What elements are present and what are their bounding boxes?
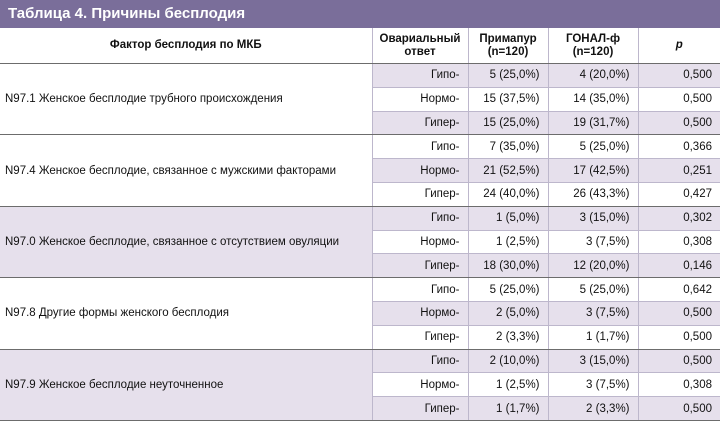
response-cell: Гипер- (372, 182, 468, 206)
factor-cell: N97.8 Другие формы женского бесплодия (0, 278, 372, 349)
header-response: Овариальный ответ (372, 28, 468, 64)
infertility-causes-table (0, 28, 720, 421)
header-gonal (548, 28, 638, 64)
gonal-cell: 2 (3,3%) (548, 397, 638, 421)
gonal-cell: 3 (15,0%) (548, 206, 638, 230)
factor-cell: N97.9 Женское бесплодие неуточненное (0, 349, 372, 420)
table-row (0, 278, 720, 302)
response-cell: Гипер- (372, 254, 468, 278)
primapur-cell: 7 (35,0%) (468, 135, 548, 159)
p-value-cell: 0,146 (638, 254, 720, 278)
primapur-cell: 5 (25,0%) (468, 278, 548, 302)
primapur-cell: 15 (25,0%) (468, 111, 548, 135)
gonal-cell: 19 (31,7%) (548, 111, 638, 135)
p-value-cell: 0,500 (638, 64, 720, 88)
header-primapur (468, 28, 548, 64)
primapur-cell: 2 (10,0%) (468, 349, 548, 373)
table-row (0, 135, 720, 159)
header-row (0, 28, 720, 64)
gonal-cell: 3 (7,5%) (548, 230, 638, 254)
header-p-label: p (675, 39, 683, 51)
p-value-cell: 0,366 (638, 135, 720, 159)
table-row (0, 349, 720, 373)
p-value-cell: 0,427 (638, 182, 720, 206)
response-cell: Нормо- (372, 230, 468, 254)
gonal-cell: 3 (7,5%) (548, 373, 638, 397)
primapur-cell: 15 (37,5%) (468, 87, 548, 111)
primapur-cell: 5 (25,0%) (468, 64, 548, 88)
header-p (638, 28, 720, 64)
gonal-cell: 17 (42,5%) (548, 159, 638, 183)
response-cell: Нормо- (372, 301, 468, 325)
header-gonal-n: (n=120) (572, 45, 614, 58)
primapur-cell: 18 (30,0%) (468, 254, 548, 278)
primapur-cell: 2 (5,0%) (468, 301, 548, 325)
header-primapur-n: (n=120) (487, 45, 529, 58)
primapur-cell: 1 (2,5%) (468, 230, 548, 254)
header-gonal-name: ГОНАЛ-ф (565, 32, 621, 45)
table-title: Таблица 4. Причины бесплодия (0, 0, 720, 28)
header-factor: Фактор бесплодия по МКБ (0, 28, 372, 64)
primapur-cell: 2 (3,3%) (468, 325, 548, 349)
primapur-cell: 1 (1,7%) (468, 397, 548, 421)
p-value-cell: 0,500 (638, 349, 720, 373)
response-cell: Гипо- (372, 349, 468, 373)
p-value-cell: 0,251 (638, 159, 720, 183)
p-value-cell: 0,642 (638, 278, 720, 302)
p-value-cell: 0,500 (638, 111, 720, 135)
response-cell: Гипо- (372, 206, 468, 230)
response-cell: Нормо- (372, 87, 468, 111)
p-value-cell: 0,500 (638, 397, 720, 421)
primapur-cell: 1 (2,5%) (468, 373, 548, 397)
p-value-cell: 0,500 (638, 301, 720, 325)
response-cell: Нормо- (372, 159, 468, 183)
response-cell: Гипер- (372, 397, 468, 421)
response-cell: Гипер- (372, 325, 468, 349)
gonal-cell: 1 (1,7%) (548, 325, 638, 349)
factor-cell: N97.1 Женское бесплодие трубного происхождения (0, 64, 372, 135)
p-value-cell: 0,308 (638, 373, 720, 397)
gonal-cell: 5 (25,0%) (548, 135, 638, 159)
gonal-cell: 12 (20,0%) (548, 254, 638, 278)
p-value-cell: 0,308 (638, 230, 720, 254)
primapur-cell: 24 (40,0%) (468, 182, 548, 206)
response-cell: Нормо- (372, 373, 468, 397)
gonal-cell: 3 (15,0%) (548, 349, 638, 373)
gonal-cell: 5 (25,0%) (548, 278, 638, 302)
gonal-cell: 4 (20,0%) (548, 64, 638, 88)
factor-cell: N97.4 Женское бесплодие, связанное с мужскими факторами (0, 135, 372, 206)
response-cell: Гипо- (372, 64, 468, 88)
response-cell: Гипо- (372, 278, 468, 302)
response-cell: Гипо- (372, 135, 468, 159)
primapur-cell: 1 (5,0%) (468, 206, 548, 230)
gonal-cell: 14 (35,0%) (548, 87, 638, 111)
gonal-cell: 3 (7,5%) (548, 301, 638, 325)
header-primapur-name: Примапур (479, 32, 537, 45)
primapur-cell: 21 (52,5%) (468, 159, 548, 183)
p-value-cell: 0,500 (638, 325, 720, 349)
table-row (0, 64, 720, 88)
p-value-cell: 0,302 (638, 206, 720, 230)
table-row (0, 206, 720, 230)
response-cell: Гипер- (372, 111, 468, 135)
gonal-cell: 26 (43,3%) (548, 182, 638, 206)
factor-cell: N97.0 Женское бесплодие, связанное с отсутствием овуляции (0, 206, 372, 277)
p-value-cell: 0,500 (638, 87, 720, 111)
